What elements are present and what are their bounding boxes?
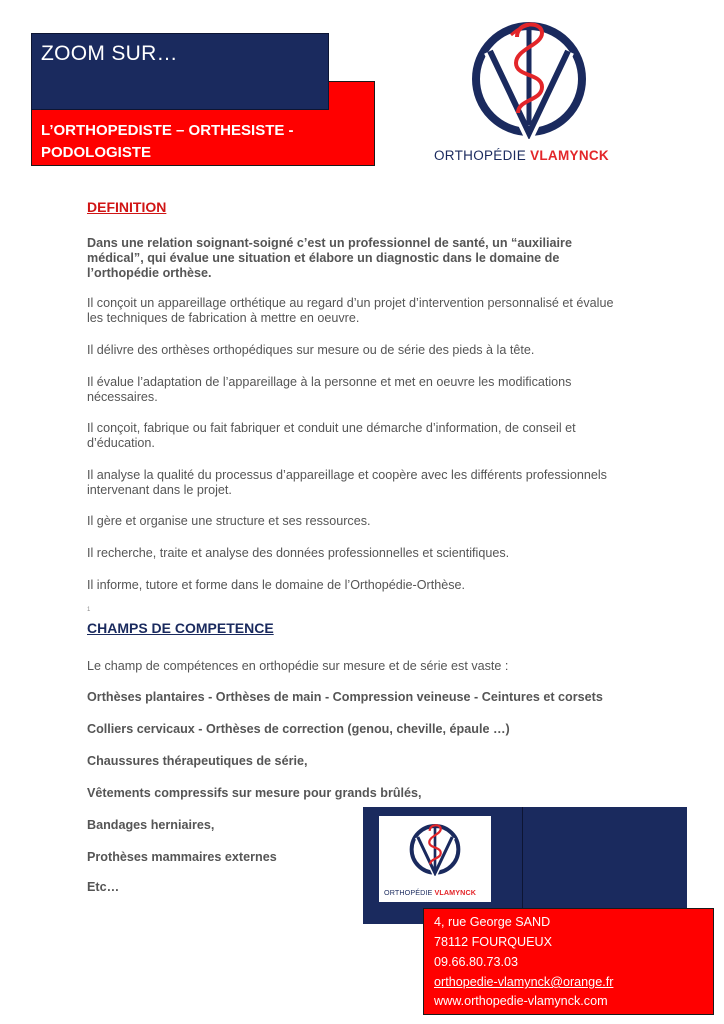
competence-item: Chaussures thérapeutiques de série, <box>87 754 308 768</box>
definition-paragraph: Il délivre des orthèses orthopédiques sur mesure ou de série des pieds à la tête. <box>87 343 535 357</box>
competence-item: Orthèses plantaires - Orthèses de main - Compression veineuse - Ceintures et corsets <box>87 690 603 704</box>
competence-item: Etc… <box>87 880 120 894</box>
definition-paragraph: Il gère et organise une structure et ses ressources. <box>87 514 371 528</box>
definition-heading: DEFINITION <box>87 199 167 215</box>
contact-logo-wordmark-part-1: ORTHOPÉDIE <box>384 888 435 897</box>
competence-item: Bandages herniaires, <box>87 818 215 832</box>
competence-intro: Le champ de compétences en orthopédie sur mesure et de série est vaste : <box>87 659 509 673</box>
definition-paragraph: Il conçoit, fabrique ou fait fabriquer et conduit une démarche d’information, de conseil et d’éducation. <box>87 421 576 450</box>
definition-paragraph: Il évalue l’adaptation de l’appareillage à la personne et met en oeuvre les modifications nécessaires. <box>87 375 572 404</box>
contact-logo-wordmark-part-2: VLAMYNCK <box>434 888 477 897</box>
definition-paragraph: Il recherche, traite et analyse des données professionnelles et scientifiques. <box>87 546 510 560</box>
contact-panel-divider <box>522 807 523 924</box>
contact-address: 4, rue George SAND <box>434 915 551 929</box>
page-subtitle-line-2: PODOLOGISTE <box>41 144 152 161</box>
contact-logo-wordmark <box>384 888 476 897</box>
vlamynck-logo-small-icon <box>409 820 461 876</box>
logo-wordmark-part-1: ORTHOPÉDIE <box>434 148 531 163</box>
vlamynck-logo-icon <box>470 13 588 139</box>
definition-intro: Dans une relation soignant-soigné c’est un professionnel de santé, un “auxiliaire médical”, qui évalue une situation et élabore un diagnostic dans le domaine de l’orthopédie orthèse. <box>87 236 572 280</box>
definition-paragraph: Il informe, tutore et forme dans le domaine de l’Orthopédie-Orthèse. <box>87 578 466 592</box>
competence-heading: CHAMPS DE COMPETENCE <box>87 620 274 636</box>
footnote-mark: 1 <box>87 607 91 613</box>
definition-paragraph: Il analyse la qualité du processus d’appareillage et coopère avec les différents professionnels intervenant dans le projet. <box>87 468 607 497</box>
logo-wordmark-part-2: VLAMYNCK <box>530 148 609 163</box>
contact-website[interactable]: www.orthopedie-vlamynck.com <box>434 994 608 1008</box>
contact-email-link[interactable]: orthopedie-vlamynck@orange.fr <box>434 975 614 989</box>
definition-paragraph: Il conçoit un appareillage orthétique au regard d’un projet d’intervention personnalisé et évalue les techniques de fabrication à mettre en oeuvre. <box>87 296 614 325</box>
logo-wordmark <box>434 148 609 163</box>
contact-city: 78112 FOURQUEUX <box>434 935 553 949</box>
page-subtitle <box>41 120 341 164</box>
page-title: ZOOM SUR… <box>41 42 178 65</box>
competence-item: Prothèses mammaires externes <box>87 850 277 864</box>
competence-item: Colliers cervicaux - Orthèses de correction (genou, cheville, épaule …) <box>87 722 510 736</box>
page-subtitle-line-1: L’ORTHOPEDISTE – ORTHESISTE - <box>41 122 294 139</box>
competence-item: Vêtements compressifs sur mesure pour grands brûlés, <box>87 786 422 800</box>
contact-phone: 09.66.80.73.03 <box>434 955 519 969</box>
